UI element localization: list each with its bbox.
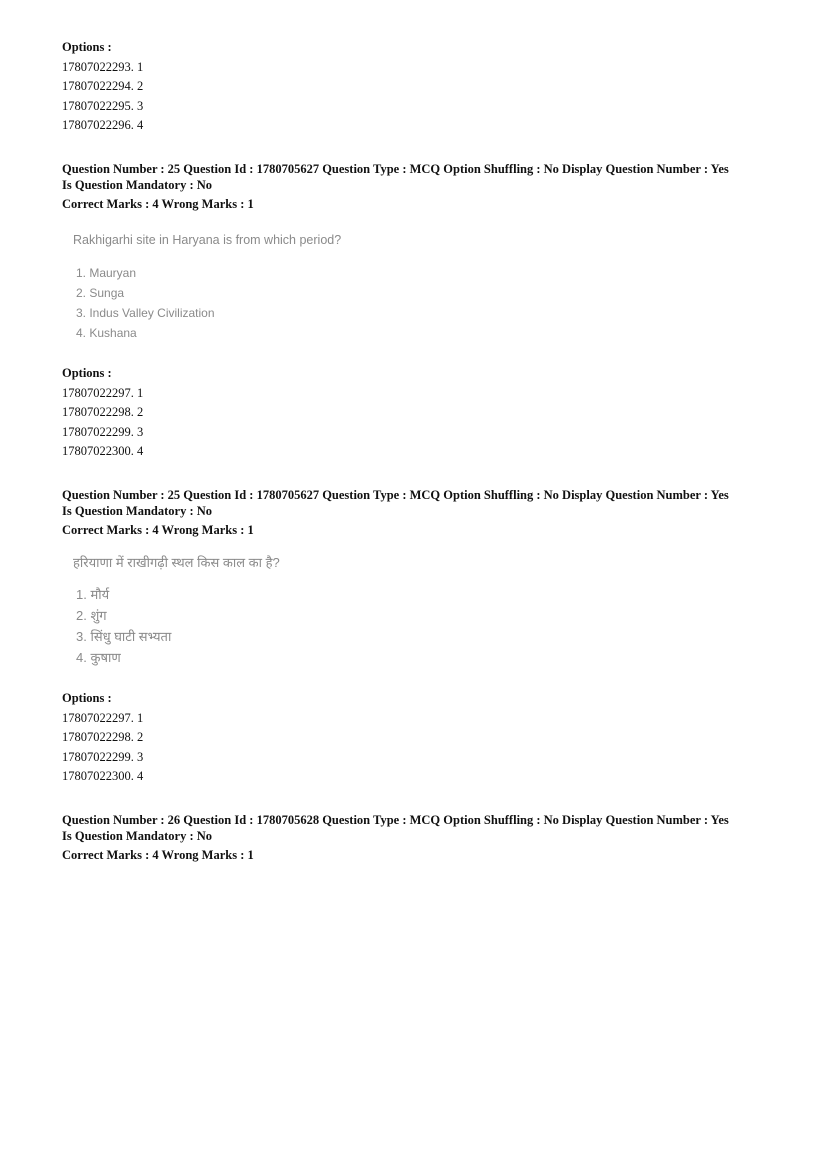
question-marks: Correct Marks : 4 Wrong Marks : 1 [62,197,254,212]
option-item: 17807022297. 1 [62,385,144,400]
question-image-hindi [73,555,280,668]
option-item: 17807022300. 4 [62,769,144,784]
option-item: 17807022298. 2 [62,405,144,420]
question-header: Question Number : 26 Question Id : 1780705628 Question Type : MCQ Option Shuffling : No Display Question Number : Yes [62,813,729,827]
question-header: Question Number : 25 Question Id : 1780705627 Question Type : MCQ Option Shuffling : No Display Question Number : Yes [62,488,729,502]
option-item: 17807022299. 3 [62,749,144,764]
option-item: 17807022297. 1 [62,710,144,725]
options-block-2 [62,364,792,462]
question-mandatory: Is Question Mandatory : No [62,828,213,843]
options-label: Options : [62,40,112,54]
option-item: 17807022295. 3 [62,98,144,113]
question-image-english [73,232,341,343]
question-header: Question Number : 25 Question Id : 1780705627 Question Type : MCQ Option Shuffling : No Display Question Number : Yes [62,162,729,176]
option-item: 17807022298. 2 [62,730,144,745]
question-stem: हरियाणा में राखीगढ़ी स्थल किस काल का है? [73,555,280,570]
option-item: 17807022300. 4 [62,444,144,459]
question-marks: Correct Marks : 4 Wrong Marks : 1 [62,523,254,538]
choice-item: 3. Indus Valley Civilization [76,306,215,320]
option-item: 17807022294. 2 [62,79,144,94]
question-block-26 [62,813,792,864]
option-item: 17807022299. 3 [62,424,144,439]
question-mandatory: Is Question Mandatory : No [62,503,213,518]
choice-item: 2. Sunga [76,286,125,300]
choice-item: 1. Mauryan [76,266,137,280]
options-block-3 [62,689,792,787]
choice-item: 3. सिंधु घाटी सभ्यता [76,629,172,644]
option-item: 17807022296. 4 [62,118,144,133]
choice-item: 2. शुंग [76,608,107,623]
question-mandatory: Is Question Mandatory : No [62,177,213,192]
question-stem: Rakhigarhi site in Haryana is from which period? [73,233,342,247]
options-label: Options : [62,366,112,380]
options-label: Options : [62,691,112,705]
choice-item: 4. Kushana [76,326,137,340]
choice-item: 1. मौर्य [76,587,110,602]
question-block-25-english [62,162,792,213]
options-block-1 [62,38,792,136]
choice-item: 4. कुषाण [76,650,121,665]
question-marks: Correct Marks : 4 Wrong Marks : 1 [62,848,254,863]
option-item: 17807022293. 1 [62,59,144,74]
question-block-25-hindi [62,488,792,539]
